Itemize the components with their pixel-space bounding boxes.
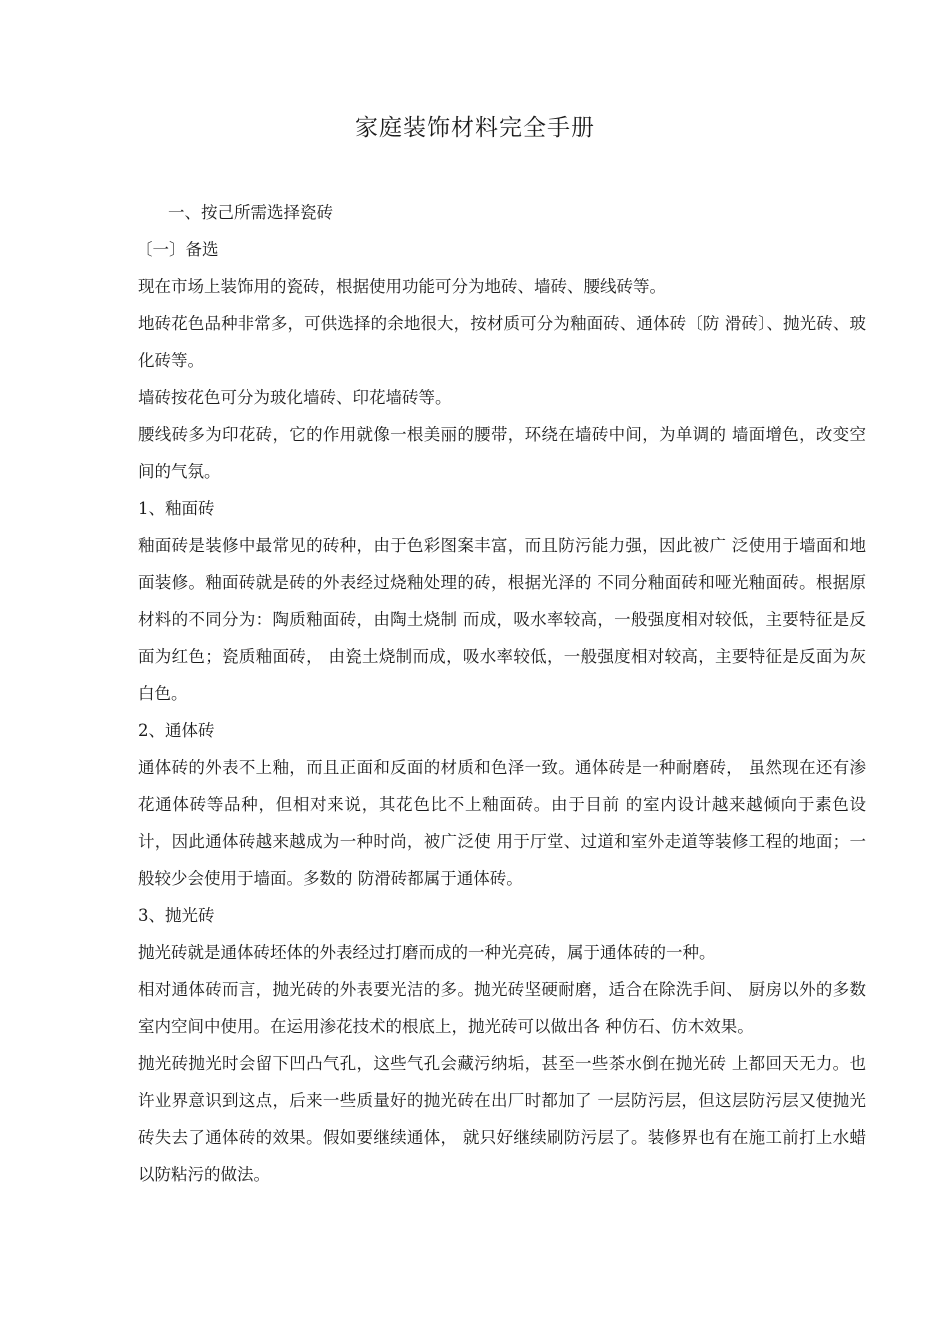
document-body <box>138 194 866 1193</box>
section-heading: 一、按己所需选择瓷砖 <box>168 203 333 222</box>
paragraph: 抛光砖就是通体砖坯体的外表经过打磨而成的一种光亮砖，属于通体砖的一种。 <box>138 943 716 962</box>
item-heading: 2、通体砖 <box>138 721 215 740</box>
paragraph: 通体砖的外表不上釉，而且正面和反面的材质和色泽一致。通体砖是一种耐磨砖， 虽然现在还有渗花通体砖等品种，但相对来说，其花色比不上釉面砖。由于目前 的室内设计越来越倾向于素色设计，因此通体砖越来越成为一种时尚，被广泛使 用于厅堂、过道和室外走道等装修工程的地面；一般较少会使用于墙面。多数的 防滑砖都属于通体砖。 <box>138 758 866 888</box>
paragraph: 地砖花色品种非常多，可供选择的余地很大，按材质可分为釉面砖、通体砖〔防 滑砖〕、抛光砖、玻化砖等。 <box>138 314 866 370</box>
document-title: 家庭装饰材料完全手册 <box>355 115 595 141</box>
paragraph: 墙砖按花色可分为玻化墙砖、印花墙砖等。 <box>138 388 452 407</box>
item-heading: 1、釉面砖 <box>138 499 215 518</box>
paragraph: 现在市场上装饰用的瓷砖，根据使用功能可分为地砖、墙砖、腰线砖等。 <box>138 277 666 296</box>
paragraph: 腰线砖多为印花砖，它的作用就像一根美丽的腰带，环绕在墙砖中间，为单调的 墙面增色，改变空间的气氛。 <box>138 425 866 481</box>
subsection-heading: 〔一〕备选 <box>136 240 219 259</box>
paragraph: 抛光砖抛光时会留下凹凸气孔，这些气孔会藏污纳垢，甚至一些茶水倒在抛光砖 上都回天无力。也许业界意识到这点，后来一些质量好的抛光砖在出厂时都加了 一层防污层，但这层防污层又使抛光砖失去了通体砖的效果。假如要继续通体， 就只好继续刷防污层了。装修界也有在施工前打上水蜡以防粘污的做法。 <box>138 1054 866 1184</box>
paragraph: 相对通体砖而言，抛光砖的外表要光洁的多。抛光砖坚硬耐磨，适合在除洗手间、 厨房以外的多数室内空间中使用。在运用渗花技术的根底上，抛光砖可以做出各 种仿石、仿木效果。 <box>138 980 866 1036</box>
paragraph: 釉面砖是装修中最常见的砖种，由于色彩图案丰富，而且防污能力强，因此被广 泛使用于墙面和地面装修。釉面砖就是砖的外表经过烧釉处理的砖，根据光泽的 不同分釉面砖和哑光釉面砖。根据原材料的不同分为：陶质釉面砖，由陶土烧制 而成，吸水率较高，一般强度相对较低，主要特征是反面为红色；瓷质釉面砖， 由瓷土烧制而成，吸水率较低，一般强度相对较高，主要特征是反面为灰白色。 <box>138 536 866 703</box>
item-heading: 3、抛光砖 <box>138 906 215 925</box>
